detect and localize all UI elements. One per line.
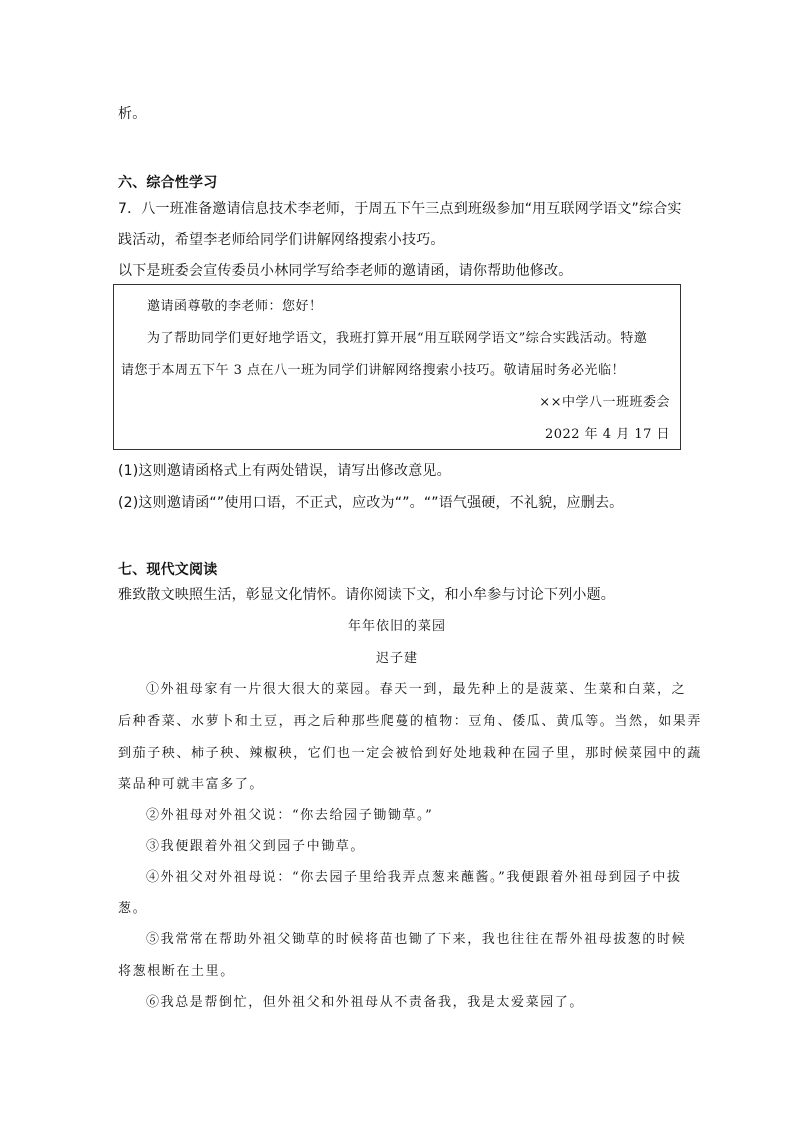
essay-paragraph: 将葱根断在土里。	[118, 964, 235, 979]
essay-paragraph: 葱。	[118, 901, 148, 916]
section-heading: 六、综合性学习	[118, 175, 218, 191]
essay-paragraph: ②外祖母对外祖父说：“你去给园子锄锄草。”	[146, 808, 434, 823]
essay-paragraph: ③我便跟着外祖父到园子中锄草。	[146, 839, 366, 854]
question-text: 7．八一班准备邀请信息技术李老师，于周五下午三点到班级参加“用互联网学语文”综合实	[118, 201, 682, 217]
essay-paragraph: ①外祖母家有一片很大很大的菜园。春天一到，最先种上的是菠菜、生菜和白菜，之	[146, 682, 687, 697]
essay-paragraph: ④外祖父对外祖母说：“你去园子里给我弄点葱来蘸酱。”我便跟着外祖母到园子中拔	[146, 870, 682, 885]
essay-paragraph: 菜品种可就丰富多了。	[118, 777, 265, 792]
question-text: 以下是班委会宣传委员小林同学写给李老师的邀请函，请你帮助他修改。	[118, 263, 573, 279]
letter-body: 请您于本周五下午 3 点在八一班为同学们讲解网络搜索小技巧。敬请届时务必光临！	[121, 363, 626, 378]
sub-question: (1)这则邀请函格式上有两处错误，请写出修改意见。	[118, 463, 451, 479]
invitation-box	[113, 284, 681, 450]
essay-paragraph: 后种香菜、水萝卜和土豆，再之后种那些爬蔓的植物：豆角、倭瓜、黄瓜等。当然，如果弄	[118, 714, 703, 729]
letter-body: 为了帮助同学们更好地学语文，我班打算开展“用互联网学语文”综合实践活动。特邀	[147, 331, 648, 346]
essay-title: 年年依旧的菜园	[347, 619, 446, 634]
essay-paragraph: ⑤我常常在帮助外祖父锄草的时候将苗也锄了下来，我也往往在帮外祖母拔葱的时候	[146, 932, 687, 947]
reading-intro: 雅致散文映照生活，彰显文化情怀。请你阅读下文，和小牟参与讨论下列小题。	[118, 587, 615, 603]
sub-question: (2)这则邀请函“”使用口语，不正式，应改为“”。“”语气强硬，不礼貌，应删去。	[118, 495, 624, 511]
essay-paragraph: ⑥我总是帮倒忙，但外祖父和外祖母从不责备我，我是太爱菜园了。	[146, 995, 585, 1010]
letter-greeting: 邀请函尊敬的李老师：您好！	[147, 299, 323, 314]
letter-date: 2022 年 4 月 17 日	[544, 427, 670, 442]
letter-signature: ××中学八一班班委会	[539, 395, 670, 410]
essay-paragraph: 到茄子秧、柿子秧、辣椒秧，它们也一定会被恰到好处地栽种在园子里，那时候菜园中的蔬	[118, 746, 703, 761]
section-heading: 七、现代文阅读	[118, 562, 218, 578]
essay-author: 迟子建	[375, 651, 418, 666]
question-text: 践活动，希望李老师给同学们讲解网络搜索小技巧。	[118, 232, 445, 248]
continued-text: 析。	[118, 106, 147, 122]
